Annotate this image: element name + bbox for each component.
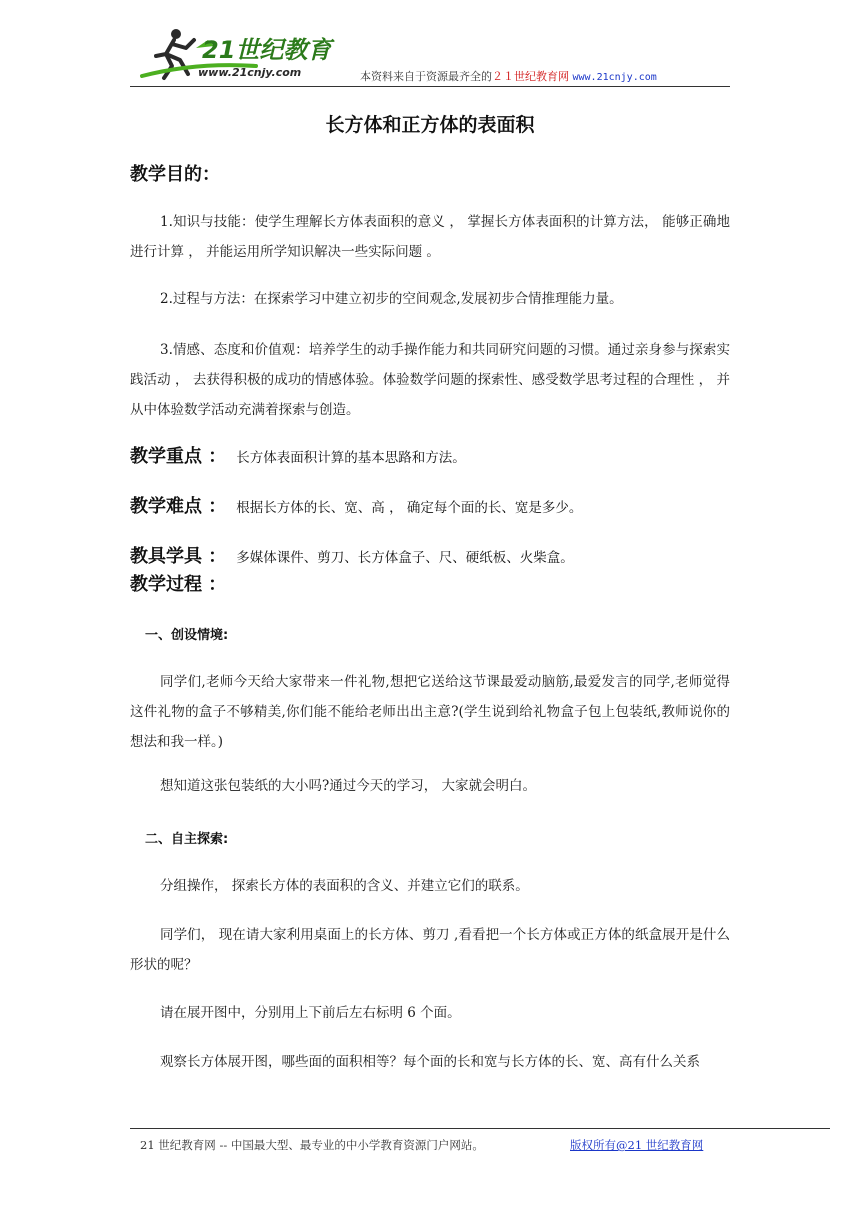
key-point: [130, 442, 466, 468]
objective-item-3: 3.情感、态度和价值观：培养学生的动手操作能力和共同研究问题的习惯。通过亲身参与探索实践活动 ， 去获得积极的成功的情感体验。体验数学问题的探索性、感受数学思考过程的合理性 ， 并从中体验数学活动充满着探索与创造。: [130, 342, 730, 418]
header-note-prefix: 本资料来自于资源最齐全的: [360, 70, 492, 83]
tools-label: 教具学具 ：: [130, 546, 227, 567]
svg-text:www.21cnjy.com: www.21cnjy.com: [198, 66, 302, 79]
section2-paragraph-2: 同学们， 现在请大家利用桌面上的长方体、剪刀 ,看看把一个长方体或正方体的纸盒展开是什么形状的呢？: [130, 927, 730, 973]
objective-item-1: 1.知识与技能：使学生理解长方体表面积的意义 ， 掌握长方体表面积的计算方法， 能够正确地进行计算 ， 并能运用所学知识解决一些实际问题 。: [130, 214, 730, 260]
difficulty-text: 根据长方体的长、宽、高 ， 确定每个面的长、宽是多少。: [236, 500, 583, 516]
section1-paragraph-2: 想知道这张包装纸的大小吗?通过今天的学习， 大家就会明白。: [160, 778, 537, 794]
section1-heading: 一、创设情境:: [145, 628, 229, 643]
page-header: [130, 20, 730, 87]
header-note-site: ２１世纪教育网: [492, 70, 569, 83]
key-point-text: 长方体表面积计算的基本思路和方法。: [236, 450, 466, 466]
section2-paragraph-3: 请在展开图中，分别用上下前后左右标明 6 个面。: [160, 1005, 461, 1021]
header-note-url[interactable]: www.21cnjy.com: [572, 72, 657, 83]
site-logo: [136, 26, 336, 82]
tools-text: 多媒体课件、剪刀、长方体盒子、尺、硬纸板、火柴盒。: [236, 550, 574, 566]
objective-item-2: 2.过程与方法：在探索学习中建立初步的空间观念,发展初步合情推理能力量。: [160, 291, 623, 307]
process-heading: 教学过程 ：: [130, 574, 227, 595]
svg-text:21世纪教育: 21世纪教育: [202, 36, 332, 64]
footer-copyright-link[interactable]: 版权所有@21 世纪教育网: [570, 1138, 704, 1152]
section2-paragraph-1: 分组操作， 探索长方体的表面积的含义、并建立它们的联系。: [160, 878, 529, 894]
tools: [130, 542, 574, 568]
page-footer: [130, 1128, 830, 1153]
objectives-heading: 教学目的：: [130, 164, 220, 185]
difficulty: [130, 492, 582, 518]
page-title: 长方体和正方体的表面积: [325, 114, 535, 136]
key-point-label: 教学重点 ：: [130, 446, 227, 467]
footer-site-description: 21 世纪教育网 -- 中国最大型、最专业的中小学教育资源门户网站。: [140, 1138, 484, 1152]
header-source-note: [360, 68, 657, 84]
section2-paragraph-4: 观察长方体展开图，哪些面的面积相等？每个面的长和宽与长方体的长、宽、高有什么关系: [160, 1054, 700, 1070]
section1-paragraph-1: 同学们,老师今天给大家带来一件礼物,想把它送给这节课最爱动脑筋,最爱发言的同学,老师觉得这件礼物的盒子不够精美,你们能不能给老师出出主意?(学生说到给礼物盒子包上包装纸,教师说你的想法和我一样。): [130, 674, 730, 750]
difficulty-label: 教学难点 ：: [130, 496, 227, 517]
section2-heading: 二、自主探索:: [145, 832, 229, 847]
